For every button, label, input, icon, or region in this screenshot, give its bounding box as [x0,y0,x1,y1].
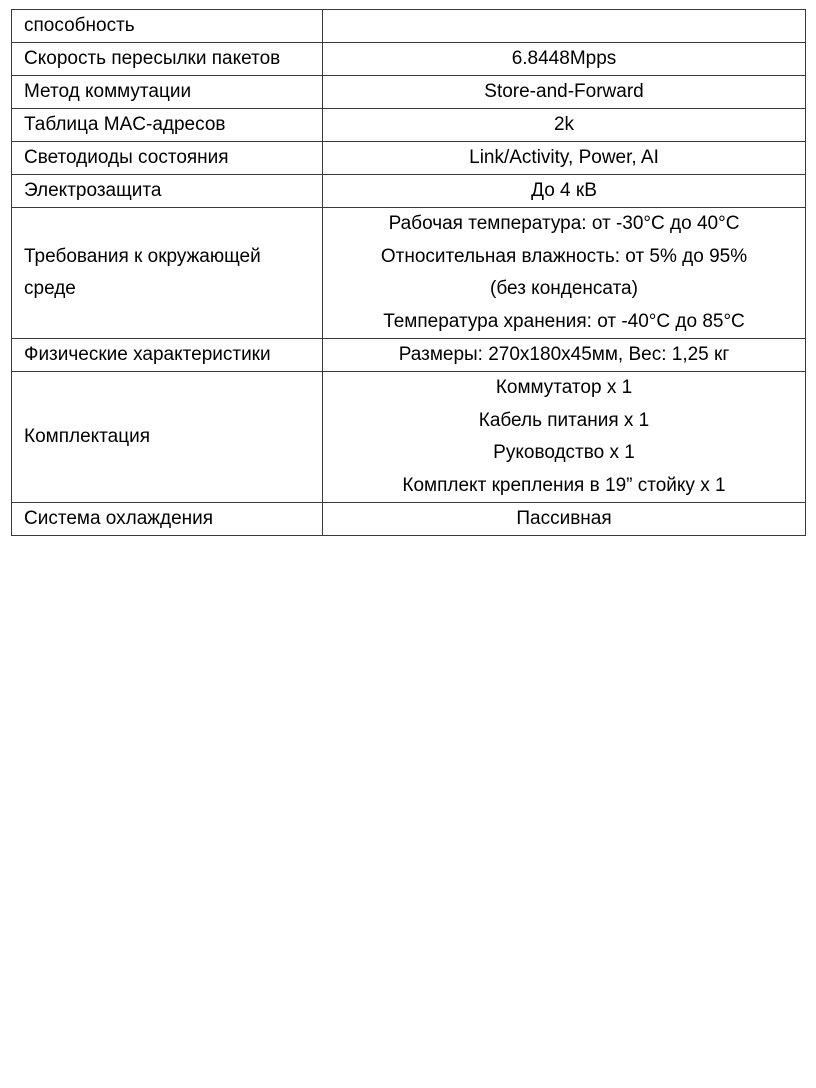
table-row [12,43,806,76]
table-row [12,10,806,43]
row-label: Система охлаждения [12,503,323,536]
row-label: Комплектация [12,372,323,503]
row-value-line: Комплект крепления в 19” стойку x 1 [402,474,726,496]
table-row [12,503,806,536]
row-label: способность [12,10,323,43]
row-value-line: Температура хранения: от -40°C до 85°C [383,310,745,332]
row-value: 2k [323,109,806,142]
row-value [323,10,806,43]
spec-table [11,9,806,536]
row-label: Метод коммутации [12,76,323,109]
table-row [12,109,806,142]
row-value-line: Рабочая температура: от -30°C до 40°C [388,213,740,234]
row-label: Физические характеристики [12,339,323,372]
table-row [12,339,806,372]
row-label: Электрозащита [12,175,323,208]
table-row [12,76,806,109]
row-value-line: (без конденсата) [490,278,638,299]
row-value: Store-and-Forward [323,76,806,109]
row-value [323,208,806,339]
row-value: 6.8448Mpps [323,43,806,76]
row-label: Таблица MAC-адресов [12,109,323,142]
row-label: Светодиоды состояния [12,142,323,175]
row-value: Размеры: 270x180x45мм, Вес: 1,25 кг [323,339,806,372]
table-row [12,142,806,175]
row-value: Пассивная [323,503,806,536]
row-label-line: Требования к окружающей [24,245,261,267]
row-value: Link/Activity, Power, AI [323,142,806,175]
row-value-line: Кабель питания x 1 [478,409,650,431]
table-row [12,208,806,339]
row-label [12,208,323,339]
table-row [12,175,806,208]
row-value: До 4 кВ [323,175,806,208]
table-row [12,372,806,503]
row-label-line: среде [24,278,76,299]
row-value-line: Коммутатор x 1 [495,377,633,398]
row-label: Скорость пересылки пакетов [12,43,323,76]
row-value-line: Руководство x 1 [493,442,635,463]
row-value-line: Относительная влажность: от 5% до 95% [380,245,748,267]
row-value [323,372,806,503]
